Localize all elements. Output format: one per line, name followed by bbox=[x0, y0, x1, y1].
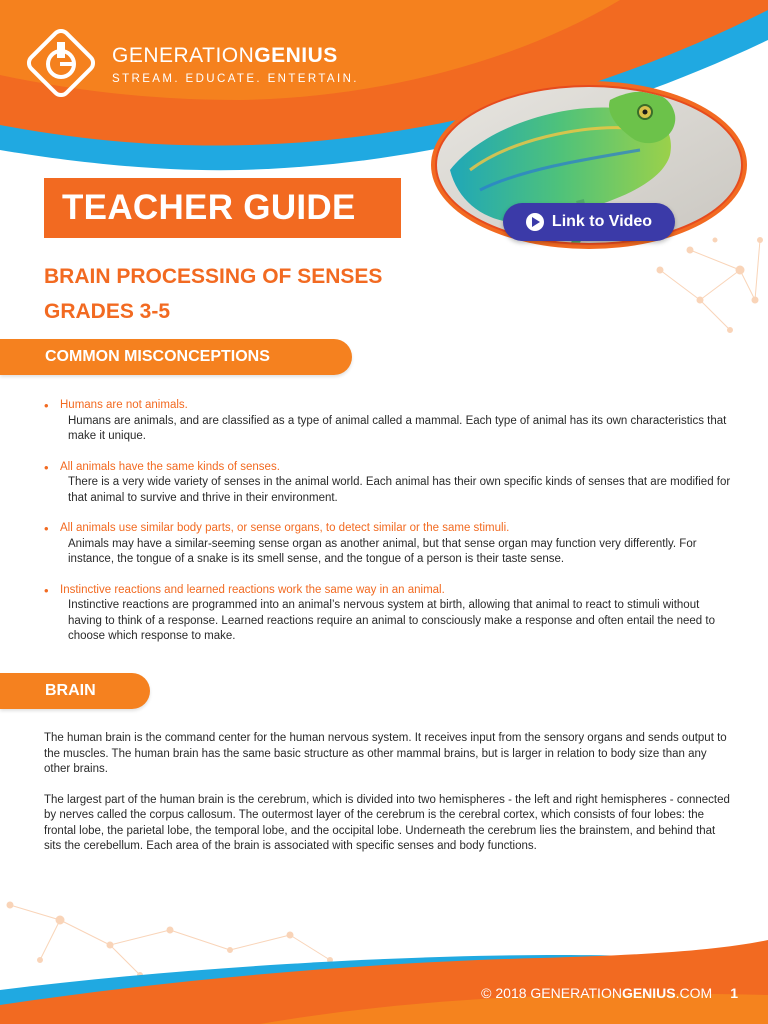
section-heading-brain: BRAIN bbox=[0, 673, 150, 709]
brain-paragraph: The largest part of the human brain is the cerebrum, which is divided into two hemispheres - the left and right hemispheres - connected by nerves called the corpus callosum. The outermost layer of the cerebrum is the cerebral cortex, which consists of four lobes: the frontal lobe, the parietal lobe, the temporal lobe, and the occipital lobe. Underneath the cerebrum lies the brainstem, and behind that sits the cerebellum. Each area of the brain is associated with specific senses and body functions. bbox=[44, 793, 730, 852]
section-heading-misconceptions: COMMON MISCONCEPTIONS bbox=[0, 339, 352, 375]
footer-domain-suffix: .COM bbox=[675, 985, 713, 1001]
brand-block bbox=[112, 44, 359, 85]
misconception-body: Animals may have a similar-seeming sense organ as another animal, but that sense organ may function very differently. For instance, the tongue of a snake is its smell sense, and the tongue of a person is their taste sense. bbox=[68, 537, 697, 565]
brand-name-light: GENERATION bbox=[112, 44, 255, 67]
misconception-body: Humans are animals, and are classified as a type of animal called a mammal. Each type of animal has its own characteristics that make it unique. bbox=[68, 414, 727, 442]
play-icon bbox=[526, 213, 544, 231]
lesson-title: BRAIN PROCESSING OF SENSES bbox=[44, 265, 383, 288]
bullet-icon: • bbox=[44, 398, 49, 413]
misconception-title: Humans are not animals. bbox=[60, 399, 188, 411]
bullet-icon: • bbox=[44, 582, 49, 598]
list-item bbox=[44, 398, 734, 445]
list-item bbox=[44, 460, 734, 507]
footer-domain-light: GENERATION bbox=[530, 985, 622, 1001]
generation-genius-logo bbox=[22, 24, 100, 102]
page-footer bbox=[481, 985, 738, 1001]
link-to-video-button[interactable] bbox=[503, 203, 675, 241]
video-button-label: Link to Video bbox=[551, 213, 653, 230]
bullet-icon: • bbox=[44, 521, 49, 536]
brand-name-bold: GENIUS bbox=[254, 44, 338, 67]
brand-tagline: STREAM. EDUCATE. ENTERTAIN. bbox=[112, 73, 359, 85]
misconception-title: All animals have the same kinds of senses. bbox=[60, 460, 280, 473]
brain-section-body bbox=[44, 731, 734, 870]
molecule-pattern-top bbox=[657, 238, 763, 333]
page-number: 1 bbox=[730, 985, 738, 1001]
teacher-guide-badge: TEACHER GUIDE bbox=[44, 178, 401, 238]
copyright-text: © 2018 bbox=[481, 985, 531, 1001]
list-item bbox=[44, 583, 734, 645]
misconceptions-list bbox=[44, 398, 734, 660]
misconception-body: There is a very wide variety of senses in the animal world. Each animal has their own specific kinds of senses that are modified for that animal to survive and thrive in their environment. bbox=[68, 476, 731, 504]
grade-level: GRADES 3-5 bbox=[44, 300, 171, 323]
misconception-title: All animals use similar body parts, or sense organs, to detect similar or the same stimuli. bbox=[60, 522, 510, 534]
misconception-title: Instinctive reactions and learned reactions work the same way in an animal. bbox=[60, 583, 445, 596]
footer-domain-bold: GENIUS bbox=[621, 985, 676, 1001]
misconception-body: Instinctive reactions are programmed into an animal’s nervous system at birth, allowing that animal to react to stimuli without having to think of a response. Learned reactions require an animal to consciously make a response and often entail the need to choose which response to make. bbox=[68, 599, 715, 642]
bullet-icon: • bbox=[44, 459, 49, 475]
brain-paragraph: The human brain is the command center for the human nervous system. It receives input from the sensory organs and sends output to the muscles. The human brain has the same basic structure as other mammal brains, but is larger in relation to body size than any other brains. bbox=[44, 732, 727, 775]
document-title bbox=[44, 259, 382, 329]
list-item bbox=[44, 521, 734, 568]
brand-name bbox=[112, 44, 359, 68]
